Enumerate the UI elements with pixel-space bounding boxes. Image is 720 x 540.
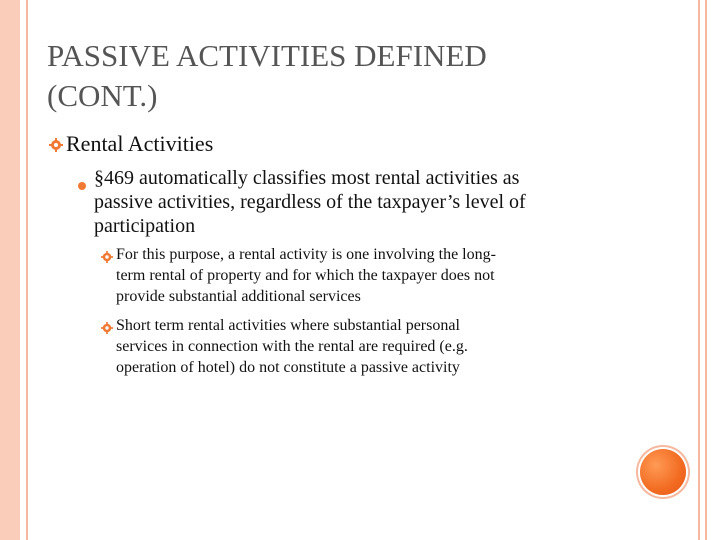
dot-icon: [78, 175, 86, 194]
bullet-level3-1-line-1: For this purpose, a rental activity is one involving the long-: [116, 246, 496, 263]
bullet-level1-text: Rental Activities: [66, 131, 214, 156]
bullet-level3-2-line-3: operation of hotel) do not constitute a passive activity: [116, 359, 460, 376]
left-decorative-rule: [26, 0, 28, 540]
bullet-level3-1-line-2: term rental of property and for which the taxpayer does not: [116, 267, 495, 284]
left-decorative-band: [0, 0, 20, 540]
right-decorative-rule-inner: [705, 0, 707, 540]
slide-title: [47, 36, 667, 116]
bullet-level2-line-3: participation: [94, 215, 196, 237]
bullet-level2-line-1: §469 automatically classifies most rental activities as: [94, 167, 520, 189]
bullet-level3-short-term-rentals: [116, 315, 468, 378]
bullet-level2-line-2: passive activities, regardless of the taxpayer’s level of: [94, 191, 526, 213]
bullet-level3-rental-definition: [116, 244, 496, 307]
gear-icon: [49, 137, 63, 156]
bullet-level1-rental-activities: [66, 131, 213, 157]
decorative-circle: [640, 449, 686, 495]
bullet-level3-2-line-2: services in connection with the rental are required (e.g.: [116, 338, 468, 355]
bullet-level3-1-line-3: provide substantial additional services: [116, 288, 361, 305]
bullet-level2-section469: [94, 166, 526, 238]
gear-icon: [101, 319, 113, 338]
gear-icon: [101, 248, 113, 267]
slide-title-line-1: PASSIVE ACTIVITIES DEFINED: [47, 38, 487, 73]
right-decorative-rule-outer: [698, 0, 700, 540]
bullet-level3-2-line-1: Short term rental activities where substantial personal: [116, 317, 460, 334]
slide-title-line-2: (CONT.): [47, 78, 158, 113]
